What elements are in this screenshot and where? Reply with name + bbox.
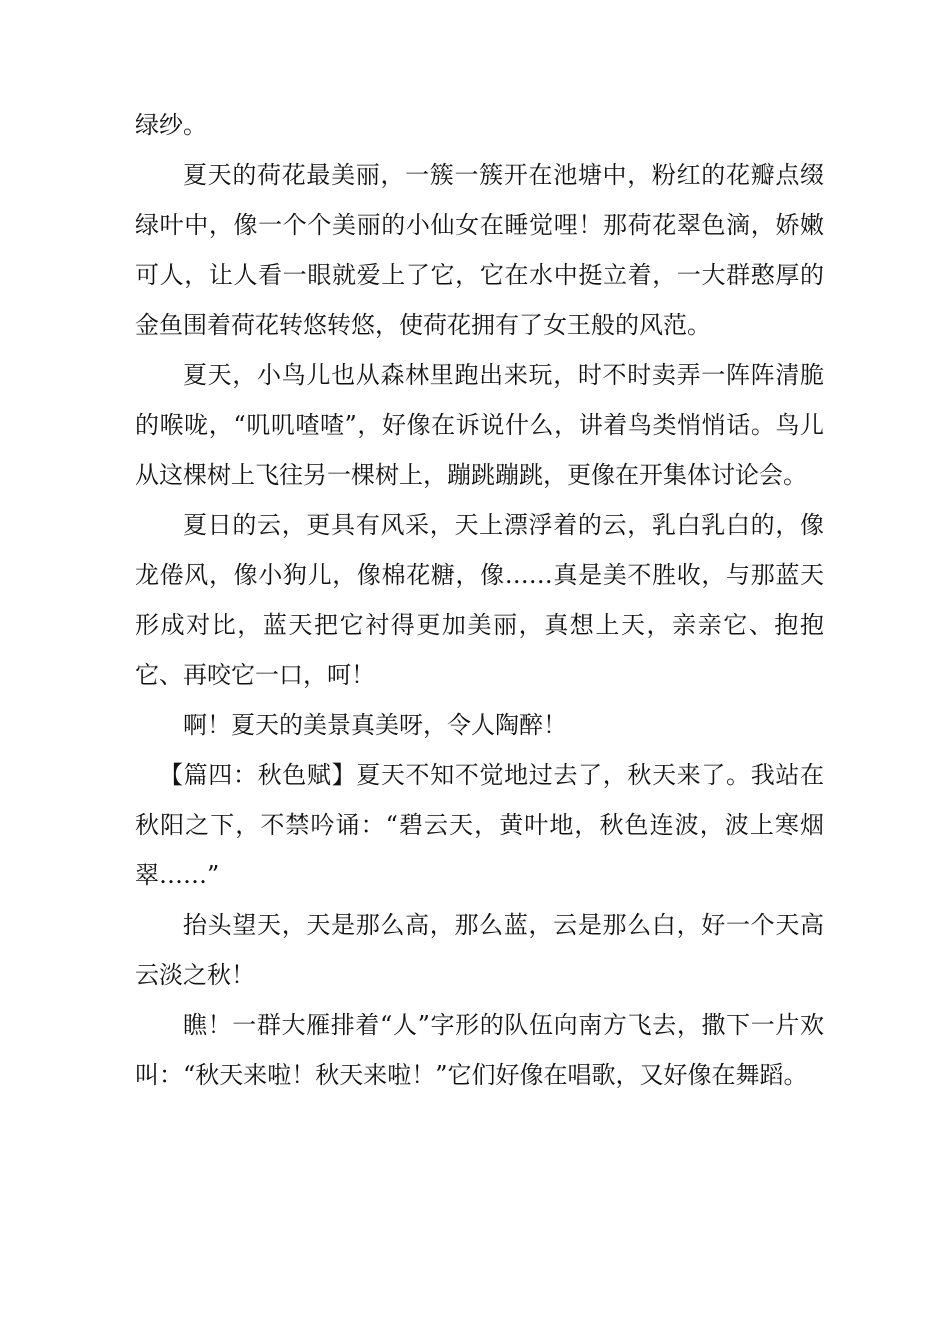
paragraph-clouds: 夏日的云，更具有风采，天上漂浮着的云，乳白乳白的，像龙倦风，像小狗儿，像棉花糖，像……真是美不胜收，与那蓝天形成对比，蓝天把它衬得更加美丽，真想上天，亲亲它、抱抱它、再咬它一口，呵！ bbox=[135, 511, 824, 689]
paragraph-birds: 夏天，小鸟儿也从森林里跑出来玩，时不时卖弄一阵阵清脆的喉咙，“叽叽喳喳”，好像在诉说什么，讲着鸟类悄悄话。鸟儿从这棵树上飞往另一棵树上，蹦跳蹦跳，更像在开集体讨论会。 bbox=[135, 361, 824, 489]
paragraph-continuation: 绿纱。 bbox=[135, 111, 207, 139]
paragraph-lotus: 夏天的荷花最美丽，一簇一簇开在池塘中，粉红的花瓣点缀绿叶中，像一个个美丽的小仙女在睡觉哩！那荷花翠色滴，娇嫩可人，让人看一眼就爱上了它，它在水中挺立着，一大群憨厚的金鱼围着荷花转悠转悠，使荷花拥有了女王般的风范。 bbox=[135, 161, 824, 339]
paragraph-wild-geese: 瞧！一群大雁排着“人”字形的队伍向南方飞去，撒下一片欢叫：“秋天来啦！秋天来啦！”它们好像在唱歌，又好像在舞蹈。 bbox=[135, 1011, 824, 1089]
paragraph-summer-conclusion: 啊！夏天的美景真美呀，令人陶醉！ bbox=[183, 711, 567, 739]
paragraph-autumn-sky: 抬头望天，天是那么高，那么蓝，云是那么白，好一个天高云淡之秋！ bbox=[135, 911, 824, 989]
paragraph-autumn-heading: 【篇四：秋色赋】夏天不知不觉地过去了，秋天来了。我站在秋阳之下，不禁吟诵：“碧云天，黄叶地，秋色连波，波上寒烟翠……” bbox=[135, 761, 824, 889]
